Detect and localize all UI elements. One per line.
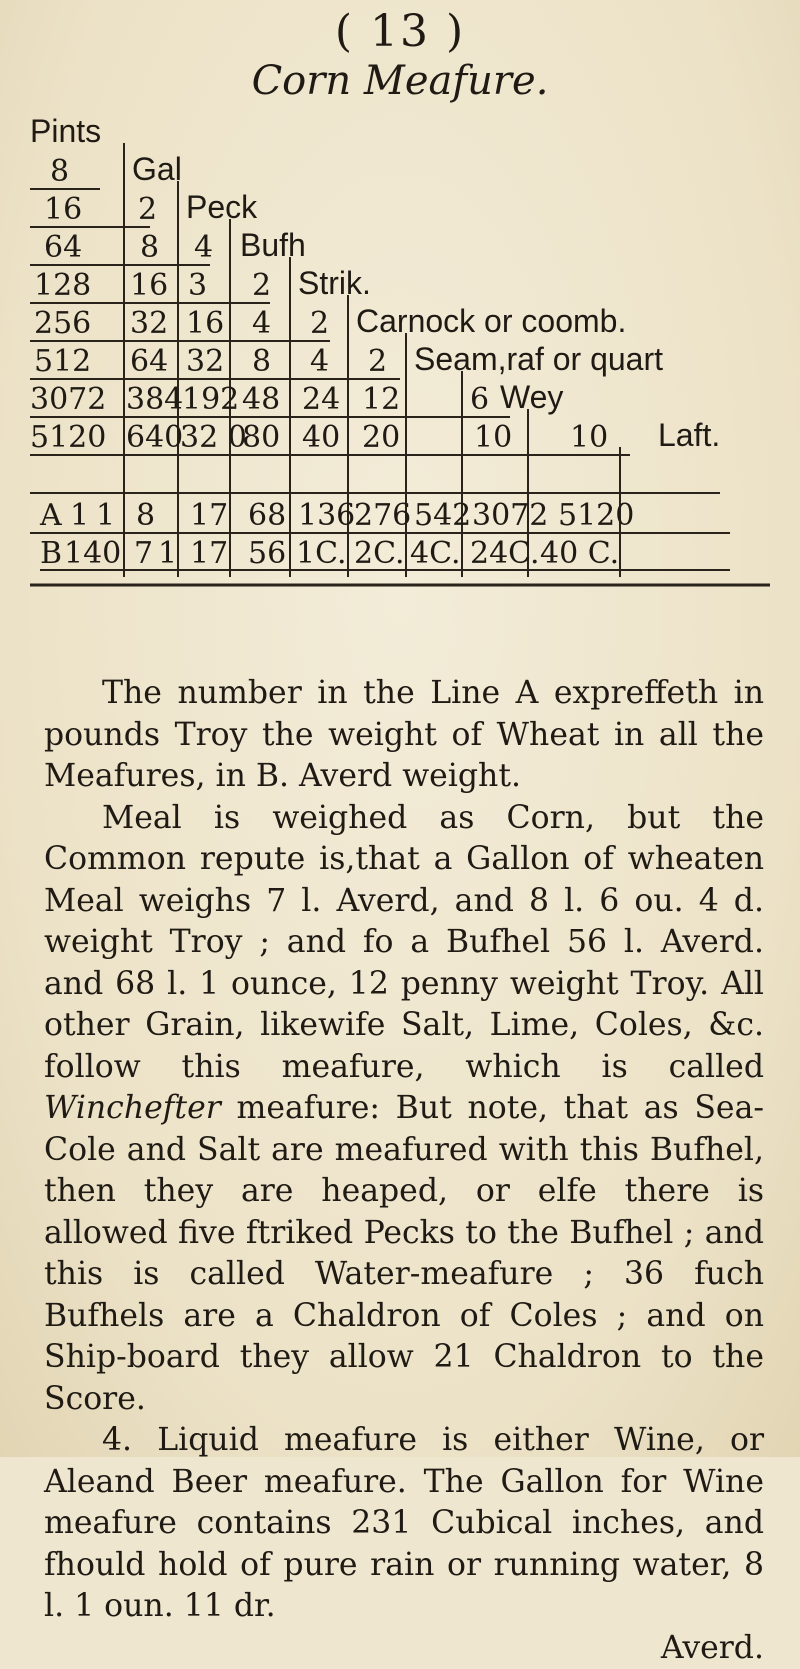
label-bufh: Bufh: [240, 229, 306, 261]
label-strik: Strik.: [298, 267, 371, 299]
table-cell: 8: [136, 501, 155, 531]
label-wey: Wey: [500, 381, 563, 413]
running-title: Corn Meafure.: [0, 58, 800, 104]
table-cell: 7: [134, 539, 153, 569]
table-cell: 1C.: [296, 539, 347, 569]
table-cell: 6: [470, 385, 489, 415]
table-cell: 1: [70, 501, 89, 531]
table-cell: 4: [252, 309, 271, 339]
table-cell: 16: [186, 309, 224, 339]
table-cell: 512: [34, 347, 91, 377]
table-cell: 16: [130, 271, 168, 301]
paragraph-3: 4. Liquid meafure is either Wine, or Aleand Beer meafure. The Gallon for Wine meafure contains 231 Cubical inches, and fhould hold of pure rain or running water, 8 l. 1 oun. 11 dr.: [44, 1420, 764, 1628]
table-cell: 2: [138, 195, 157, 225]
table-cell: 8: [252, 347, 271, 377]
paragraph-1: The number in the Line A expreffeth in pounds Troy the weight of Wheat in all the Meafures, in B. Averd weight.: [44, 673, 764, 798]
label-gal: Gal: [132, 153, 182, 185]
table-cell: 80: [242, 423, 280, 453]
table-cell: 4C.: [410, 539, 461, 569]
paragraph-2-text: Meal is weighed as Corn, but the Common repute is,that a Gallon of wheaten Meal weighs 7 l. Averd, and 8 l. 6 ou. 4 d. weight Troy ; and fo a Bufhel 56 l. Averd. and 68 l. 1 ounce, 12 penny weight Troy. All other Grain, likewife Salt, Lime, Coles, &c. follow this meafure, which is called: [44, 800, 764, 1085]
table-cell: 64: [44, 233, 82, 263]
table-cell: 32: [130, 309, 168, 339]
paragraph-2-italic: Winchefter: [44, 1090, 221, 1126]
table-cell: 24C.: [470, 539, 540, 569]
table-cell: 3072: [472, 501, 548, 531]
row-b-label: B: [40, 539, 62, 569]
table-cell: 17: [190, 501, 228, 531]
table-cell: 542: [414, 501, 471, 531]
table-cell: 4: [310, 347, 329, 377]
table-cell: 136: [298, 501, 355, 531]
table-cell: 2: [252, 271, 271, 301]
table-cell: 5120: [30, 423, 106, 453]
table-cell: 640: [126, 423, 183, 453]
table-cell: 384: [126, 385, 183, 415]
table-cell: 128: [34, 271, 91, 301]
table-cell: 40 C.: [540, 539, 619, 569]
table-cell: 40: [302, 423, 340, 453]
table-cell: 8: [140, 233, 159, 263]
table-cell: 276: [354, 501, 411, 531]
table-cell: 56: [248, 539, 286, 569]
table-cell: 8: [50, 157, 69, 187]
table-cell: 68: [248, 501, 286, 531]
table-cell: 16: [44, 195, 82, 225]
table-cell: 4: [194, 233, 213, 263]
table-cell: 10: [474, 423, 512, 453]
table-cell: 140: [64, 539, 121, 569]
table-cell: 48: [242, 385, 280, 415]
table-cell: 24: [302, 385, 340, 415]
table-cell: 5120: [558, 501, 634, 531]
corn-measure-table: [30, 115, 770, 655]
table-cell: 256: [34, 309, 91, 339]
label-carnock: Carnock or coomb.: [356, 305, 626, 337]
table-cell: 64: [130, 347, 168, 377]
table-cell: 2: [310, 309, 329, 339]
row-a-label: A: [40, 501, 62, 531]
label-seam: Seam,raf or quart: [414, 343, 663, 375]
table-cell: 20: [362, 423, 400, 453]
table-cell: 1: [96, 501, 115, 531]
table-cell: 12: [362, 385, 400, 415]
label-laft: Laft.: [658, 419, 720, 451]
table-cell: 10: [570, 423, 608, 453]
page-number: ( 13 ): [0, 6, 800, 57]
table-cell: 2: [368, 347, 387, 377]
table-cell: 1: [158, 539, 177, 569]
table-cell: 32 0: [180, 423, 247, 453]
label-peck: Peck: [186, 191, 257, 223]
label-pints: Pints: [30, 115, 101, 147]
catchword: Averd.: [44, 1628, 764, 1669]
table-cell: 3072: [30, 385, 106, 415]
paragraph-2: [44, 798, 764, 1421]
table-cell: 17: [190, 539, 228, 569]
table-cell: 192: [182, 385, 239, 415]
table-cell: 32: [186, 347, 224, 377]
paragraph-2-rest: meafure: But note, that as Sea-Cole and Salt are meafured with this Bufhel, then they are heaped, or elfe there is allowed five ftriked Pecks to the Bufhel ; and this is called Water-meafure ; 36 fuch Bufhels are a Chaldron of Coles ; and on Ship-board they allow 21 Chaldron to the Score.: [44, 1090, 764, 1417]
body-text: [44, 673, 764, 1669]
table-cell: 3: [188, 271, 207, 301]
table-cell: 2C.: [354, 539, 405, 569]
